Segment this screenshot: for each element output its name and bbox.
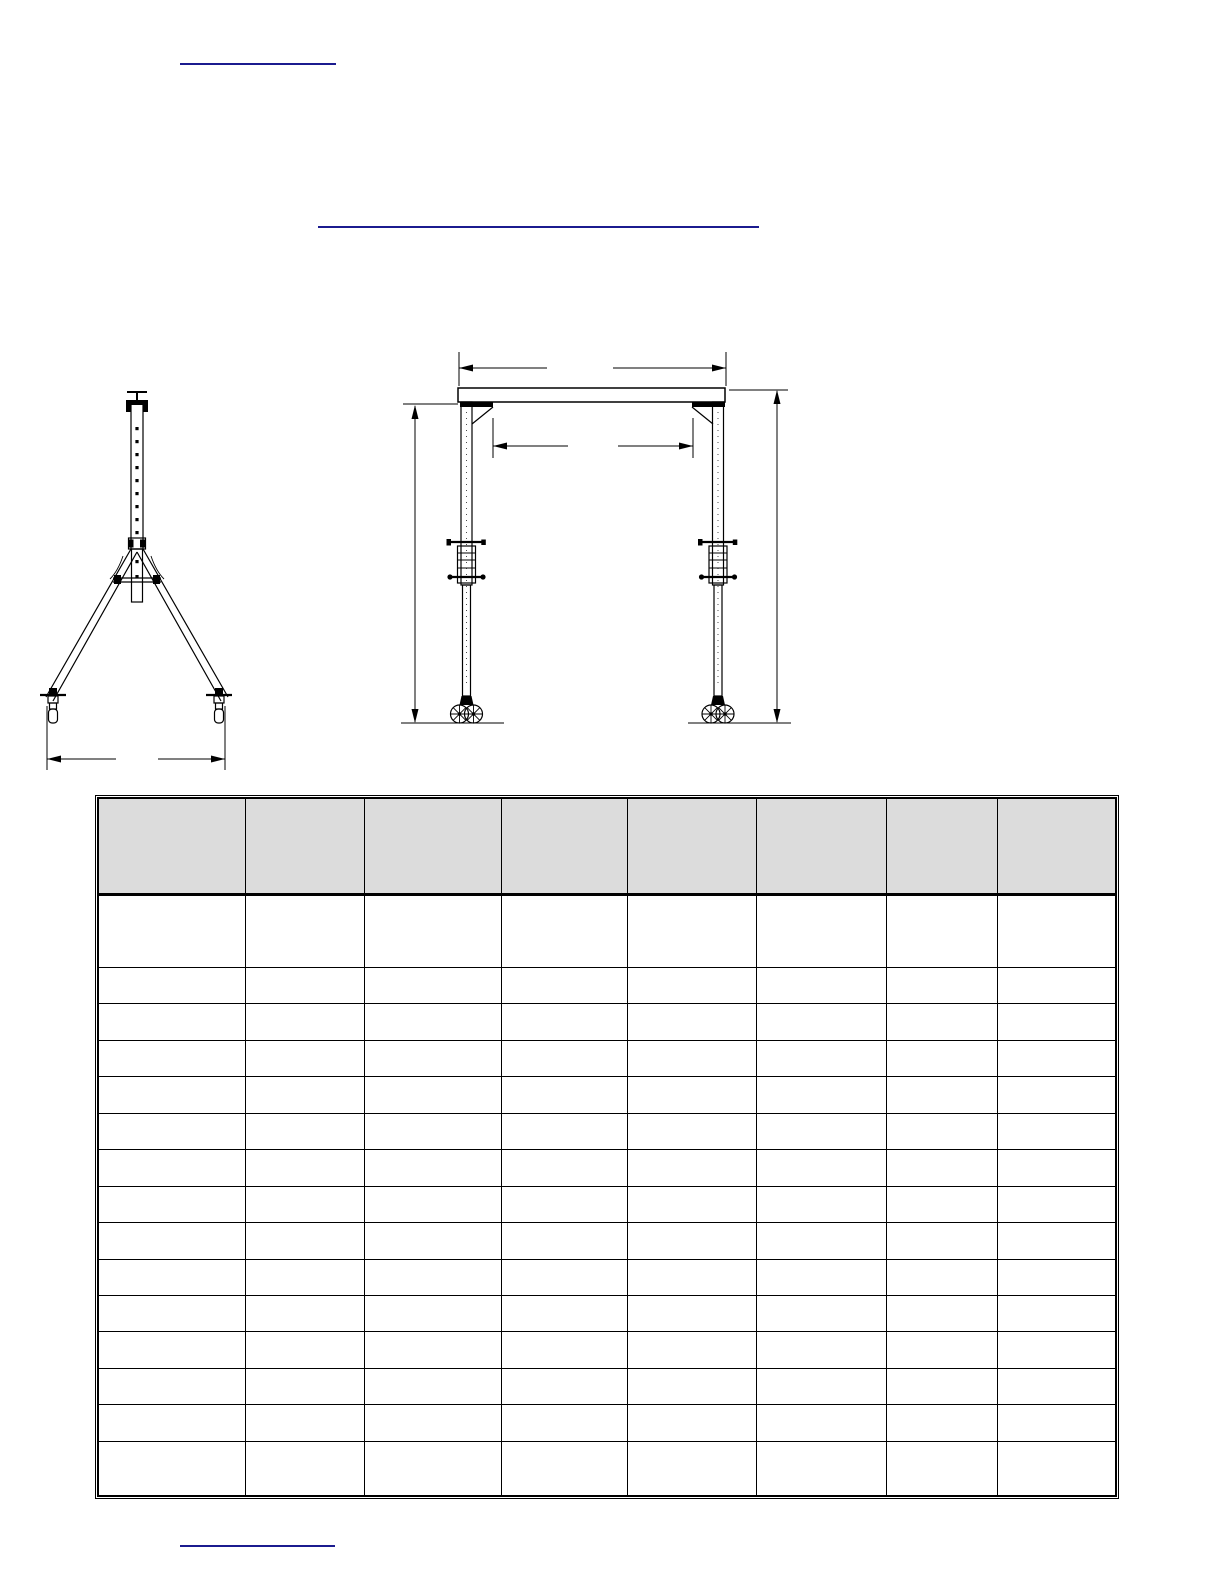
table-header-cell [756,798,886,895]
table-cell [245,1223,364,1259]
table-cell [887,1113,998,1149]
table-row [98,967,1116,1003]
table-cell [998,1259,1116,1295]
table-cell [245,1295,364,1331]
table-cell [998,967,1116,1003]
table-cell [756,1186,886,1222]
table-cell [365,1368,502,1404]
table-row [98,895,1116,968]
table-cell [245,1077,364,1113]
table-cell [245,895,364,968]
table-cell [502,1441,627,1496]
table-cell [502,1223,627,1259]
table-cell [627,1441,756,1496]
side-base-width-dimension [47,706,225,770]
table-cell [502,1040,627,1076]
table-cell [756,1441,886,1496]
table-cell [627,1186,756,1222]
table-header-cell [245,798,364,895]
table-cell [365,1040,502,1076]
specification-table [97,797,1117,1497]
left-leg-height-adjuster [447,539,486,583]
table-cell [502,1368,627,1404]
table-cell [502,967,627,1003]
table-cell [756,895,886,968]
table-cell [365,1405,502,1441]
table-cell [627,1332,756,1368]
overall-height-dimension [688,390,791,723]
table-cell [502,1004,627,1040]
table-cell [998,1150,1116,1186]
table-cell [627,1259,756,1295]
table-cell [502,1295,627,1331]
table-cell [502,1077,627,1113]
table-cell [756,1405,886,1441]
table-cell [98,1368,245,1404]
table-cell [756,1332,886,1368]
table-cell [887,1332,998,1368]
table-cell [365,1186,502,1222]
table-header-cell [502,798,627,895]
table-cell [98,1223,245,1259]
table-cell [998,1295,1116,1331]
table-cell [98,1004,245,1040]
table-header-cell [627,798,756,895]
table-cell [502,1186,627,1222]
table-cell [98,1077,245,1113]
table-cell [98,967,245,1003]
table-row [98,1113,1116,1149]
table-cell [365,1077,502,1113]
table-cell [98,1259,245,1295]
i-beam [458,388,725,402]
table-cell [887,895,998,968]
table-cell [98,1150,245,1186]
table-cell [998,1040,1116,1076]
table-cell [627,1368,756,1404]
table-header-cell [98,798,245,895]
right-leg-height-adjuster [698,539,737,583]
table-cell [998,1223,1116,1259]
mast-adjustment-holes [135,427,138,578]
table-cell [756,1295,886,1331]
side-right-leg [137,549,228,701]
side-caster-left [40,688,66,723]
table-cell [365,895,502,968]
table-cell [756,967,886,1003]
table-cell [887,1441,998,1496]
table-cell [98,895,245,968]
table-cell [502,895,627,968]
table-cell [245,1150,364,1186]
table-cell [245,1441,364,1496]
table-cell [627,1077,756,1113]
table-cell [365,1441,502,1496]
side-caster-right [206,688,232,723]
table-cell [756,1223,886,1259]
table-cell [998,1441,1116,1496]
front-caster-left [451,696,483,723]
beam-span-dimension [459,352,726,386]
table-row [98,1150,1116,1186]
table-cell [98,1113,245,1149]
table-cell [502,1150,627,1186]
table-cell [756,1259,886,1295]
table-cell [245,1332,364,1368]
table-cell [502,1405,627,1441]
table-row [98,1368,1116,1404]
table-cell [245,1368,364,1404]
table-row [98,1405,1116,1441]
table-cell [887,967,998,1003]
clear-span-dimension [493,418,693,458]
table-cell [245,1113,364,1149]
table-cell [998,1368,1116,1404]
front-left-leg [461,402,472,696]
table-cell [502,1259,627,1295]
table-cell [627,1004,756,1040]
table-cell [887,1223,998,1259]
table-row [98,1332,1116,1368]
table-cell [627,1295,756,1331]
table-cell [365,1259,502,1295]
table-cell [887,1077,998,1113]
table-cell [502,1332,627,1368]
table-cell [245,1405,364,1441]
table-header-row [98,798,1116,895]
table-cell [98,1332,245,1368]
table-cell [627,1223,756,1259]
front-right-leg [713,402,724,696]
table-cell [998,1405,1116,1441]
table-cell [98,1040,245,1076]
bottom-left-link[interactable] [180,1545,335,1547]
gantry-crane-diagram [0,340,960,785]
table-cell [627,1113,756,1149]
middle-link[interactable] [318,226,759,228]
table-cell [245,967,364,1003]
side-left-leg [46,549,137,701]
table-cell [998,1186,1116,1222]
table-row [98,1040,1116,1076]
table-cell [998,1004,1116,1040]
table-cell [627,1040,756,1076]
table-cell [245,1259,364,1295]
table-cell [756,1368,886,1404]
table-cell [98,1405,245,1441]
table-cell [365,1332,502,1368]
table-cell [245,1004,364,1040]
table-cell [502,1113,627,1149]
table-row [98,1223,1116,1259]
table-cell [887,1295,998,1331]
table-cell [887,1405,998,1441]
table-cell [998,1113,1116,1149]
table-header-cell [887,798,998,895]
table-cell [627,1150,756,1186]
table-cell [887,1259,998,1295]
table-cell [998,1077,1116,1113]
under-beam-height-dimension [401,404,504,723]
table-cell [627,1405,756,1441]
table-cell [365,1223,502,1259]
table-row [98,1186,1116,1222]
table-row [98,1004,1116,1040]
table-cell [756,1113,886,1149]
table-cell [998,1332,1116,1368]
table-row [98,1077,1116,1113]
front-caster-right [702,696,734,723]
table-cell [627,895,756,968]
table-cell [887,1004,998,1040]
table-cell [365,1004,502,1040]
table-cell [365,1150,502,1186]
table-cell [756,1004,886,1040]
table-cell [887,1368,998,1404]
table-header-cell [365,798,502,895]
table-cell [627,967,756,1003]
table-row [98,1441,1116,1496]
table-cell [245,1040,364,1076]
table-header-cell [998,798,1116,895]
table-cell [365,967,502,1003]
table-cell [98,1295,245,1331]
table-cell [98,1441,245,1496]
table-cell [756,1040,886,1076]
table-cell [245,1186,364,1222]
table-row [98,1295,1116,1331]
table-cell [756,1077,886,1113]
table-cell [365,1113,502,1149]
table-cell [887,1040,998,1076]
table-cell [998,895,1116,968]
table-cell [756,1150,886,1186]
table-cell [98,1186,245,1222]
gantry-front-view [401,352,791,723]
table-cell [365,1295,502,1331]
table-cell [887,1150,998,1186]
top-left-link[interactable] [180,63,336,65]
table-row [98,1259,1116,1295]
gantry-side-view [40,392,232,770]
table-cell [887,1186,998,1222]
